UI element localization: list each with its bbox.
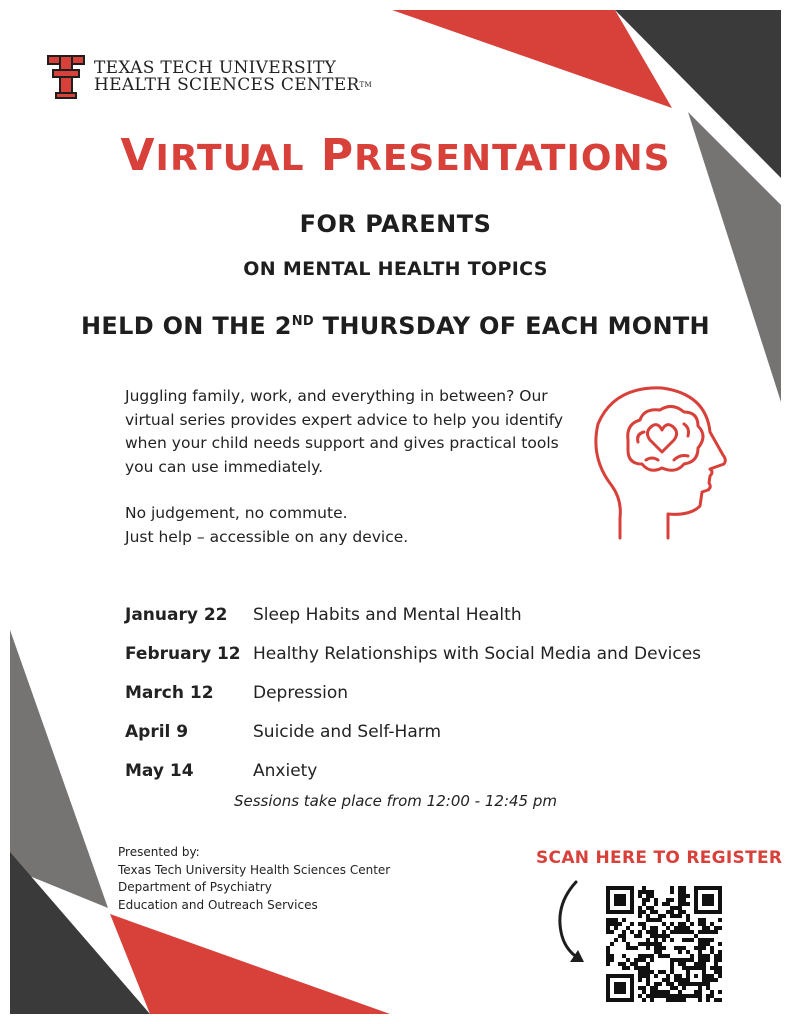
- title-initial-v: V: [120, 130, 156, 181]
- subtitle-schedule: [0, 312, 791, 340]
- presented-dept: Department of Psychiatry: [118, 880, 272, 894]
- schedule-topic: Anxiety: [253, 760, 318, 781]
- title-initial-p: P: [320, 130, 355, 181]
- schedule-row: [125, 634, 701, 673]
- qr-code-icon[interactable]: [606, 886, 722, 1002]
- schedule-topic: Depression: [253, 682, 349, 703]
- intro-line-just-help: Just help – accessible on any device.: [125, 527, 409, 546]
- schedule-date: April 9: [125, 721, 189, 742]
- schedule-date: May 14: [125, 760, 194, 781]
- head-brain-heart-icon: [588, 380, 733, 545]
- title-word-presentations: RESENTATIONS: [354, 138, 671, 179]
- schedule-topic: Healthy Relationships with Social Media and Devices: [253, 643, 702, 664]
- intro-line-no-judgement: No judgement, no commute.: [125, 504, 348, 522]
- left-gray-triangle: [10, 630, 108, 908]
- schedule-date: March 12: [125, 682, 214, 703]
- logo-line-1: TEXAS TECH UNIVERSITY: [94, 58, 337, 78]
- sessions-note: Sessions take place from 12:00 - 12:45 pm: [233, 792, 557, 810]
- page-title: [0, 130, 791, 181]
- schedule-row: [125, 712, 701, 751]
- subtitle-schedule-after: THURSDAY OF EACH MONTH: [314, 312, 710, 340]
- curved-arrow-icon: [548, 878, 598, 968]
- bottom-red-triangle: [110, 914, 390, 1014]
- presented-service: Education and Outreach Services: [118, 897, 318, 912]
- subtitle-schedule-sup: ND: [291, 314, 315, 329]
- subtitle-topics: ON MENTAL HEALTH TOPICS: [243, 258, 548, 280]
- register-label: SCAN HERE TO REGISTER: [536, 848, 783, 868]
- logo-text: TEXAS TECH UNIVERSITY HEALTH SCIENCES CENTERTM: [94, 58, 372, 95]
- schedule-list: [125, 595, 701, 790]
- schedule-topic: Sleep Habits and Mental Health: [253, 604, 522, 625]
- schedule-date: January 22: [125, 604, 228, 625]
- schedule-row: [125, 595, 701, 634]
- presented-org: Texas Tech University Health Sciences Center: [118, 862, 391, 877]
- schedule-row: [125, 751, 701, 790]
- title-word-virtual: IRTUAL: [155, 138, 305, 179]
- schedule-date: February 12: [125, 643, 241, 664]
- double-t-logo-icon: [46, 54, 86, 100]
- intro-paragraph-2: [125, 502, 585, 549]
- intro-paragraph-1: Juggling family, work, and everything in between? Our virtual series provides expert advice to help you identify when your child needs support and gives practical tools you can use immediately.: [125, 387, 564, 476]
- presented-by: [118, 844, 390, 914]
- schedule-row: [125, 673, 701, 712]
- presented-label: Presented by:: [118, 845, 200, 859]
- subtitle-for-parents: FOR PARENTS: [299, 210, 492, 238]
- logo-line-2: HEALTH SCIENCES CENTER: [94, 75, 360, 95]
- schedule-topic: Suicide and Self-Harm: [253, 721, 442, 742]
- tthsc-logo: [46, 54, 372, 100]
- subtitle-schedule-before: HELD ON THE 2: [81, 312, 292, 340]
- intro-text: [125, 385, 585, 549]
